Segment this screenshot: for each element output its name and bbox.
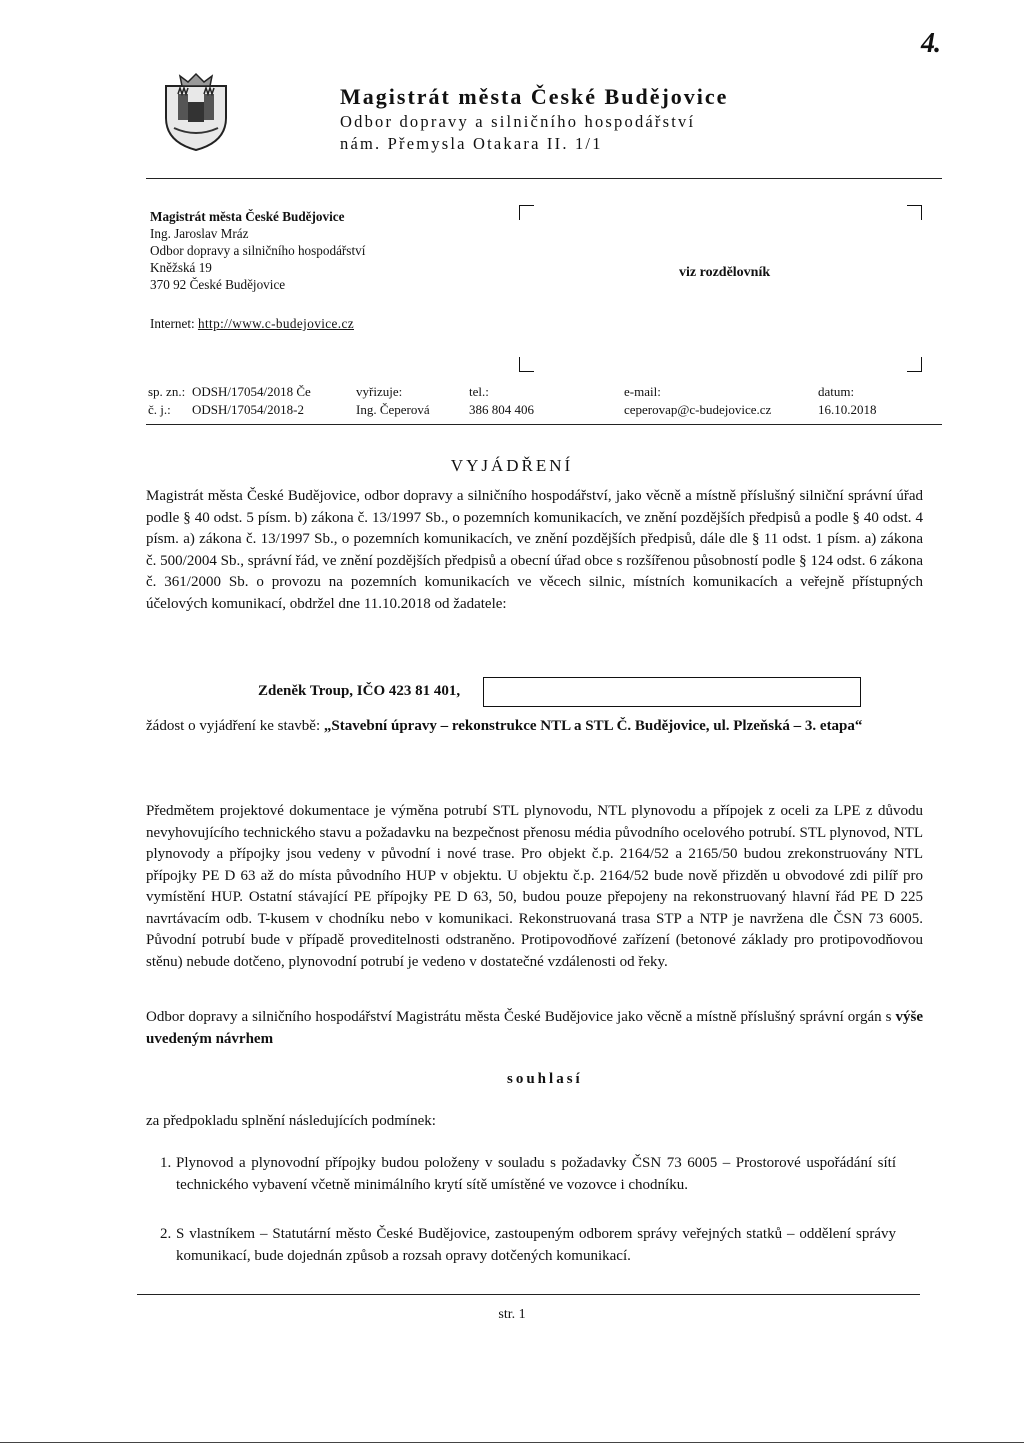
email-label: e-mail: (624, 384, 661, 399)
internet-label: Internet: (150, 316, 195, 331)
header-divider (146, 178, 942, 179)
document-heading: VYJÁDŘENÍ (450, 456, 574, 475)
ref-number-value: ODSH/17054/2018-2 (192, 402, 304, 417)
condition-number: 2. (160, 1226, 172, 1242)
authority-paragraph (146, 1007, 923, 1050)
authority-text: Odbor dopravy a silničního hospodářství Magistrátu města České Budějovice jako věcně a místně příslušný správní orgán s (146, 1009, 892, 1025)
address-window-corner (519, 205, 534, 220)
internet-link[interactable]: http://www.c-budejovice.cz (197, 316, 354, 331)
project-name: „Stavební úpravy – rekonstrukce NTL a STL Č. Budějovice, ul. Plzeňská – 3. etapa“ (323, 718, 863, 734)
reference-divider (146, 424, 942, 425)
city-crest-icon (158, 72, 234, 152)
sender-city: 370 92 České Budějovice (150, 277, 286, 292)
sender-street: Kněžská 19 (150, 260, 212, 275)
page-mark: 4. (921, 28, 940, 59)
consent-word: souhlasí (507, 1071, 583, 1087)
sender-person: Ing. Jaroslav Mráz (150, 226, 249, 241)
file-number-label: sp. zn.: (148, 384, 186, 399)
handler-label: vyřizuje: (356, 384, 403, 399)
request-paragraph (146, 716, 923, 738)
subject-paragraph: Předmětem projektové dokumentace je výměna potrubí STL plynovodu, NTL plynovodu a přípojek z oceli za LPE z důvodu nevyhovujícího technického stavu a požadavku na bezpečnost přenosu média původního ocelového potrubí. STL plynovod, NTL plynovody a přípojky jsou vedeny v původní i nové trase. Pro objekt č.p. 2164/52 a 2165/50 budou zrekonstruovány NTL přípojky PE D 63 až do místa původního HUP v objektu. U objektu č.p. 2164/52 bude nově přizděn u obvodové zdi pilíř pro vymístění HUP. Ostatní stávající PE přípojky PE D 63, 50, budou pouze přepojeny na rekonstruovaný hlavní řád PE D 225 navrtávacím odb. T-kusem v chodníku nebo v komunikaci. Rekonstruovaná trasa STP a NTP je navržena dle ČSN 73 6005. Původní potrubí bude v případě proveditelnosti odstraněno. Protipovodňové zařízení (betonové základy pro protipovodňovou stěnu) nebude dotčeno, plynovodní potrubí je vedeno v dostatečné vzdálenosti od řeky. (146, 803, 923, 970)
conditions-intro: za předpokladu splnění následujících podmínek: (146, 1113, 436, 1129)
handler-value: Ing. Čeperová (356, 402, 430, 417)
footer-page-number: str. 1 (498, 1307, 526, 1322)
phone-value: 386 804 406 (469, 402, 534, 417)
sender-org: Magistrát města České Budějovice (150, 209, 345, 224)
applicant-name: Zdeněk Troup, IČO 423 81 401, (258, 683, 461, 699)
sender-block (150, 208, 450, 332)
date-value: 16.10.2018 (818, 402, 877, 417)
address-window-corner (907, 205, 922, 220)
sender-department: Odbor dopravy a silničního hospodářství (150, 243, 366, 258)
address-window-corner (907, 357, 922, 372)
authority-bold: výše uvedeným návrhem (146, 1009, 923, 1047)
header-department: Odbor dopravy a silničního hospodářství (340, 112, 696, 131)
recipient: viz rozdělovník (679, 265, 771, 280)
address-window-corner (519, 357, 534, 372)
footer-divider (137, 1294, 920, 1295)
file-number-value: ODSH/17054/2018 Če (192, 384, 311, 399)
condition-number: 1. (160, 1155, 172, 1171)
redacted-area (483, 677, 861, 707)
sender-internet (150, 315, 450, 332)
header-address: nám. Přemysla Otakara II. 1/1 (340, 134, 603, 153)
phone-label: tel.: (469, 384, 489, 399)
ref-number-label: č. j.: (148, 402, 171, 417)
header-title: Magistrát města České Budějovice (340, 84, 729, 109)
condition-text: S vlastníkem – Statutární město České Budějovice, zastoupeným odborem správy veřejných statků – oddělení správy komunikací, bude dojednán způsob a rozsah opravy dotčených komunikací. (176, 1226, 896, 1264)
date-label: datum: (818, 384, 855, 399)
email-value[interactable]: ceperovap@c-budejovice.cz (624, 402, 772, 417)
scan-edge-line (0, 1442, 1024, 1443)
condition-text: Plynovod a plynovodní přípojky budou položeny v souladu s požadavky ČSN 73 6005 – Prostorové uspořádání sítí technického vybavení včetně minimálního krytí sítě umístěné ve vozovce i chodníku. (176, 1155, 896, 1193)
request-lead: žádost o vyjádření ke stavbě: (146, 718, 321, 734)
intro-paragraph: Magistrát města České Budějovice, odbor dopravy a silničního hospodářství, jako věcně a místně příslušný silniční správní úřad podle § 40 odst. 5 písm. b) zákona č. 13/1997 Sb., o pozemních komunikacích, ve znění pozdějších předpisů a podle § 40 odst. 4 písm. a) zákona č. 13/1997 Sb., o pozemních komunikacích, ve znění pozdějších předpisů, dále dle § 11 odst. 1 písm. a) zákona č. 500/2004 Sb., správní řád, ve znění pozdějších předpisů a obecní úřad obce s rozšířenou působností podle § 124 odst. 6 zákona č. 361/2000 Sb. o provozu na pozemních komunikacích ve věcech silnic, místních komunikacích a veřejně přístupných účelových komunikací, obdržel dne 11.10.2018 od žadatele: (146, 488, 923, 612)
